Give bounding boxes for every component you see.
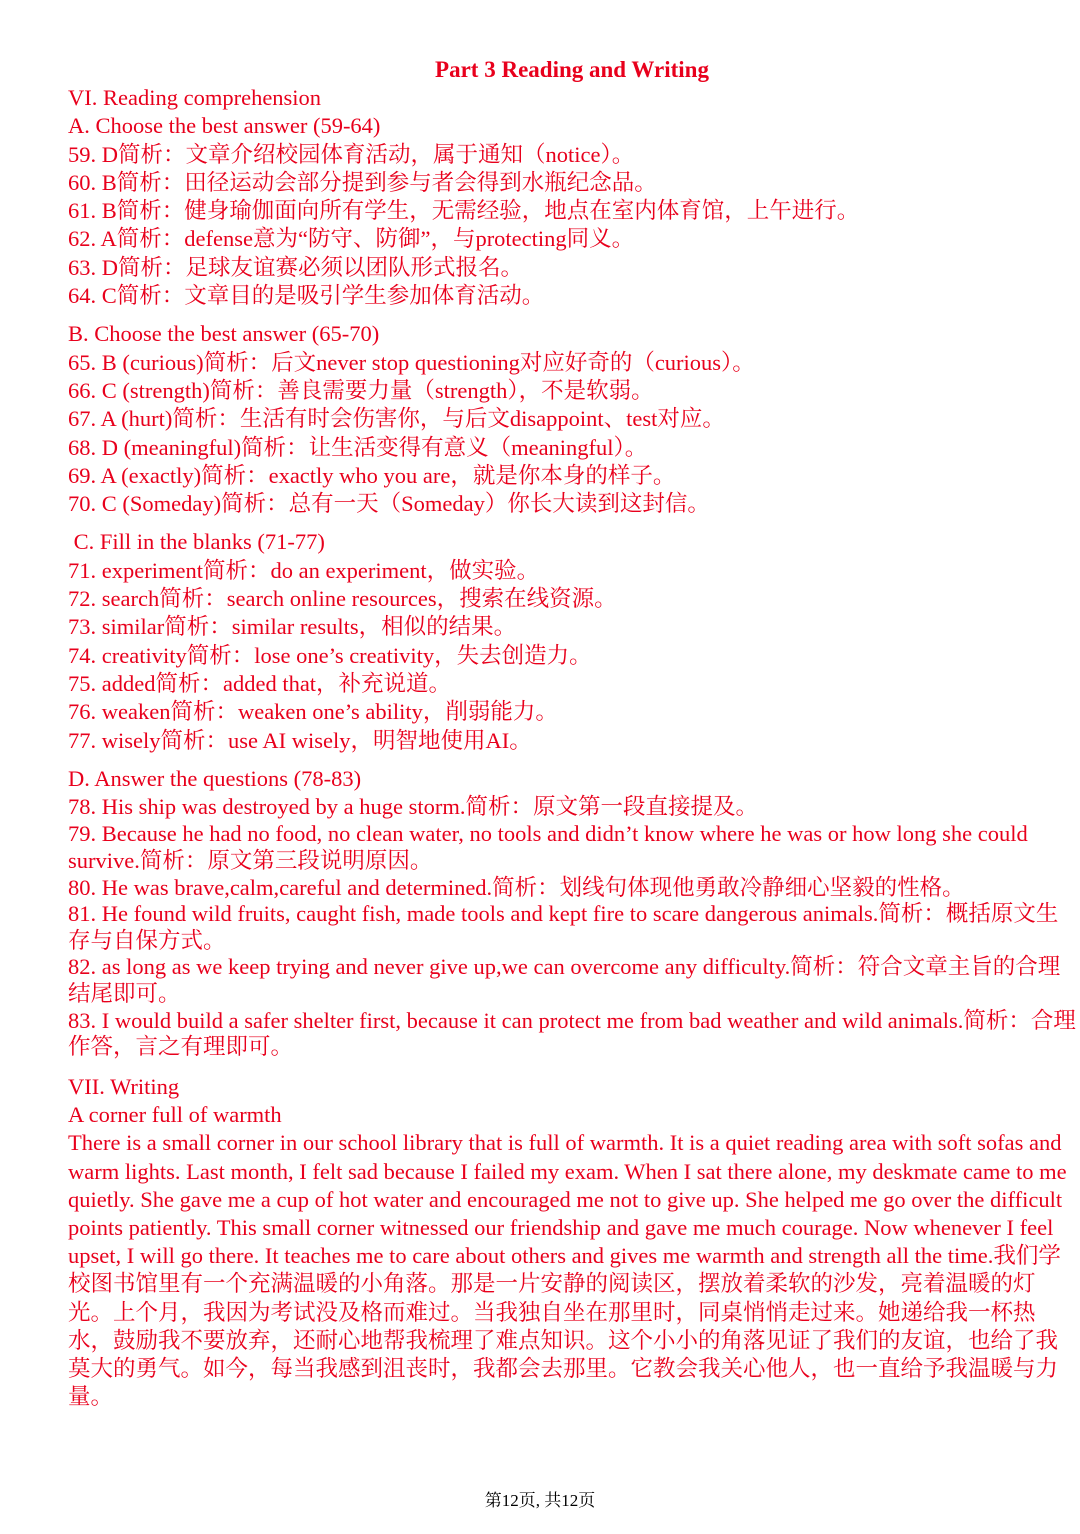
answer-item: 74. creativity简析：lose one’s creativity，失去创造力。 xyxy=(68,642,592,668)
answer-item: 72. search简析：search online resources，搜索在线资源。 xyxy=(68,586,617,612)
answer-item: 78. His ship was destroyed by a huge storm.简析：原文第一段直接提及。 xyxy=(68,794,758,820)
part-c-heading: C. Fill in the blanks (71-77) xyxy=(68,529,325,555)
part-a-heading: A. Choose the best answer (59-64) xyxy=(68,113,381,139)
answer-item: 70. C (Someday)简析：总有一天（Someday）你长大读到这封信。 xyxy=(68,491,710,517)
answer-item: 71. experiment简析：do an experiment，做实验。 xyxy=(68,557,540,583)
section-heading-reading: VI. Reading comprehension xyxy=(68,85,322,110)
answer-item: 66. C (strength)简析：善良需要力量（strength），不是软弱。 xyxy=(68,377,654,403)
answer-item: 67. A (hurt)简析：生活有时会伤害你，与后文disappoint、test对应。 xyxy=(68,406,725,432)
answer-item: 59. D简析：文章介绍校园体育活动，属于通知（notice）。 xyxy=(68,141,635,167)
answer-item: 81. He found wild fruits, caught fish, made tools and kept fire to scare dangerous animals.简析：概括原文生存与自保方式。 xyxy=(68,901,1059,953)
page-number: 第12页, 共12页 xyxy=(484,1491,596,1510)
answer-page xyxy=(68,56,1076,1411)
answer-item: 83. I would build a safer shelter first, because it can protect me from bad weather and wild animals.简析：合理作答，言之有理即可。 xyxy=(68,1007,1076,1060)
answer-item: 62. A简析：defense意为“防守、防御”，与protecting同义。 xyxy=(68,226,635,252)
part-d-heading: D. Answer the questions (78-83) xyxy=(68,765,362,791)
part-b-heading: B. Choose the best answer (65-70) xyxy=(68,321,380,347)
answer-item: 75. added简析：added that，补充说道。 xyxy=(68,670,452,696)
essay-title: A corner full of warmth xyxy=(68,1102,282,1128)
answer-item: 82. as long as we keep trying and never give up,we can overcome any difficulty.简析：符合文章主旨的合理结尾即可。 xyxy=(68,954,1061,1006)
answer-item: 79. Because he had no food, no clean water, no tools and didn’t know where he was or how long she could survive.简析：原文第三段说明原因。 xyxy=(68,821,1028,874)
answer-item: 73. similar简析：similar results，相似的结果。 xyxy=(68,614,517,640)
answer-item: 68. D (meaningful)简析：让生活变得有意义（meaningful）。 xyxy=(68,434,648,460)
essay-body: There is a small corner in our school library that is full of warmth. It is a quiet reading area with soft sofas and warm lights. Last month, I felt sad because I failed my exam. When I sat there alone, my deskmate came to me quietly. She gave me a cup of hot water and encouraged me not to give up. She helped me go over the difficult points patiently. This small corner witnessed our friendship and gave me much courage. Now whenever I feel upset, I will go there. It teaches me to care about others and gives me warmth and strength all the time.我们学校图书馆里有一个充满温暖的小角落。那是一片安静的阅读区，摆放着柔软的沙发，亮着温暖的灯光。上个月，我因为考试没及格而难过。当我独自坐在那里时，同桌悄悄走过来。她递给我一杯热水，鼓励我不要放弃，还耐心地帮我梳理了难点知识。这个小小的角落见证了我们的友谊，也给了我莫大的勇气。如今，每当我感到沮丧时，我都会去那里。它教会我关心他人，也一直给予我温暖与力量。 xyxy=(68,1130,1067,1410)
answer-item: 69. A (exactly)简析：exactly who you are，就是你本身的样子。 xyxy=(68,462,676,488)
section-heading-writing: VII. Writing xyxy=(68,1073,180,1099)
answer-item: 64. C简析：文章目的是吸引学生参加体育活动。 xyxy=(68,283,545,309)
answer-item: 76. weaken简析：weaken one’s ability，削弱能力。 xyxy=(68,699,558,725)
answer-item: 65. B (curious)简析：后文never stop questioning对应好奇的（curious）。 xyxy=(68,349,755,375)
page-title: Part 3 Reading and Writing xyxy=(435,57,709,82)
answer-item: 63. D简析：足球友谊赛必须以团队形式报名。 xyxy=(68,254,523,280)
answer-item: 77. wisely简析：use AI wisely，明智地使用AI。 xyxy=(68,727,532,753)
answer-item: 80. He was brave,calm,careful and determined.简析：划线句体现他勇敢冷静细心坚毅的性格。 xyxy=(68,874,965,900)
answer-item: 61. B简析：健身瑜伽面向所有学生，无需经验，地点在室内体育馆，上午进行。 xyxy=(68,198,860,224)
answer-item: 60. B简析：田径运动会部分提到参与者会得到水瓶纪念品。 xyxy=(68,169,657,195)
